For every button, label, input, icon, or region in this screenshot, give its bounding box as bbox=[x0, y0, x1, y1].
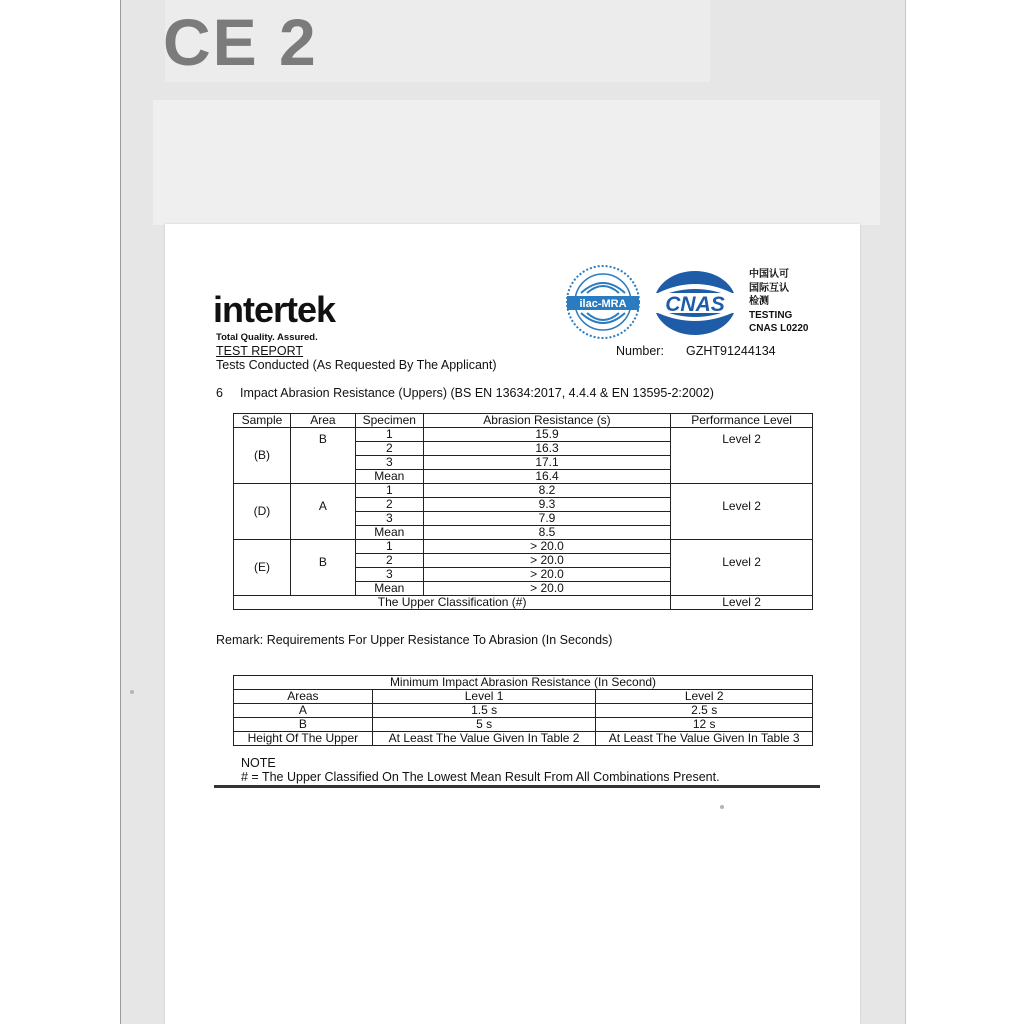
value-cell: > 20.0 bbox=[423, 554, 670, 568]
svg-text:CNAS: CNAS bbox=[665, 293, 725, 316]
value-cell: 9.3 bbox=[423, 498, 670, 512]
specimen-cell: 2 bbox=[355, 442, 423, 456]
note-text: # = The Upper Classified On The Lowest Mean Result From All Combinations Present. bbox=[241, 770, 720, 784]
classification-label: The Upper Classification (#) bbox=[234, 596, 671, 610]
value-cell: 7.9 bbox=[423, 512, 670, 526]
specimen-cell: 1 bbox=[355, 484, 423, 498]
table-cell: At Least The Value Given In Table 2 bbox=[372, 732, 596, 746]
specimen-cell: Mean bbox=[355, 470, 423, 484]
table-header-row bbox=[234, 414, 813, 428]
table-row bbox=[234, 732, 813, 746]
header-cell: Abrasion Resistance (s) bbox=[423, 414, 670, 428]
value-cell: 16.3 bbox=[423, 442, 670, 456]
abrasion-results-table bbox=[233, 413, 813, 610]
specimen-cell: 2 bbox=[355, 554, 423, 568]
number-label: Number: bbox=[616, 344, 664, 358]
cnas-line: TESTING bbox=[749, 309, 793, 321]
table-cell: 12 s bbox=[596, 718, 813, 732]
note-label: NOTE bbox=[241, 756, 276, 770]
area-cell: B bbox=[290, 428, 355, 484]
value-cell: 15.9 bbox=[423, 428, 670, 442]
value-cell: > 20.0 bbox=[423, 582, 670, 596]
report-number: GZHT91244134 bbox=[686, 344, 776, 358]
table-cell: 1.5 s bbox=[372, 704, 596, 718]
specimen-cell: Mean bbox=[355, 582, 423, 596]
header-cell: Area bbox=[290, 414, 355, 428]
table-row bbox=[234, 718, 813, 732]
header-cell: Performance Level bbox=[671, 414, 813, 428]
remark-text: Remark: Requirements For Upper Resistance To Abrasion (In Seconds) bbox=[216, 633, 613, 647]
classification-row bbox=[234, 596, 813, 610]
speck bbox=[720, 805, 724, 809]
cnas-line: CNAS L0220 bbox=[749, 323, 809, 334]
area-cell: A bbox=[290, 484, 355, 540]
requirements-table bbox=[233, 675, 813, 746]
header-cell: Specimen bbox=[355, 414, 423, 428]
table-row bbox=[234, 428, 813, 442]
sample-cell: (B) bbox=[234, 428, 291, 484]
specimen-cell: 3 bbox=[355, 512, 423, 526]
table-cell: A bbox=[234, 704, 373, 718]
header-band-lower bbox=[153, 100, 880, 225]
specimen-cell: 1 bbox=[355, 428, 423, 442]
table-row bbox=[234, 540, 813, 554]
specimen-cell: Mean bbox=[355, 526, 423, 540]
brand-tagline: Total Quality. Assured. bbox=[216, 332, 318, 343]
cnas-line: 检测 bbox=[749, 296, 769, 307]
header-cell: Sample bbox=[234, 414, 291, 428]
cnas-accreditation-text bbox=[749, 268, 808, 336]
header-cell: Level 1 bbox=[372, 690, 596, 704]
requirements-title: Minimum Impact Abrasion Resistance (In Second) bbox=[234, 676, 813, 690]
cnas-line: 中国认可 bbox=[749, 269, 789, 280]
page-title: CE 2 bbox=[163, 5, 318, 79]
table-cell: At Least The Value Given In Table 3 bbox=[596, 732, 813, 746]
requirements-title-row bbox=[234, 676, 813, 690]
value-cell: 8.5 bbox=[423, 526, 670, 540]
table-row bbox=[234, 484, 813, 498]
divider-rule bbox=[214, 785, 820, 788]
intertek-logo: intertek bbox=[213, 289, 336, 330]
svg-text:ilac-MRA: ilac-MRA bbox=[579, 298, 627, 310]
report-label: TEST REPORT bbox=[216, 344, 304, 358]
value-cell: 8.2 bbox=[423, 484, 670, 498]
value-cell: > 20.0 bbox=[423, 568, 670, 582]
header-cell: Areas bbox=[234, 690, 373, 704]
sample-cell: (D) bbox=[234, 484, 291, 540]
specimen-cell: 3 bbox=[355, 568, 423, 582]
section-number: 6 bbox=[216, 386, 223, 400]
table-cell: 5 s bbox=[372, 718, 596, 732]
tests-conducted: Tests Conducted (As Requested By The Applicant) bbox=[216, 358, 497, 372]
value-cell: 17.1 bbox=[423, 456, 670, 470]
table-row bbox=[234, 704, 813, 718]
level-cell: Level 2 bbox=[671, 428, 813, 484]
speck bbox=[130, 690, 134, 694]
cnas-line: 国际互认 bbox=[749, 282, 789, 294]
table-header-row bbox=[234, 690, 813, 704]
sample-cell: (E) bbox=[234, 540, 291, 596]
table-cell: B bbox=[234, 718, 373, 732]
cnas-logo bbox=[652, 269, 738, 337]
value-cell: 16.4 bbox=[423, 470, 670, 484]
specimen-cell: 3 bbox=[355, 456, 423, 470]
level-cell: Level 2 bbox=[671, 484, 813, 540]
header-cell: Level 2 bbox=[596, 690, 813, 704]
specimen-cell: 1 bbox=[355, 540, 423, 554]
specimen-cell: 2 bbox=[355, 498, 423, 512]
value-cell: > 20.0 bbox=[423, 540, 670, 554]
level-cell: Level 2 bbox=[671, 540, 813, 596]
ilac-mra-logo bbox=[565, 263, 641, 341]
table-cell: Height Of The Upper bbox=[234, 732, 373, 746]
table-cell: 2.5 s bbox=[596, 704, 813, 718]
area-cell: B bbox=[290, 540, 355, 596]
classification-value: Level 2 bbox=[671, 596, 813, 610]
section-title: Impact Abrasion Resistance (Uppers) (BS EN 13634:2017, 4.4.4 & EN 13595-2:2002) bbox=[240, 386, 714, 400]
